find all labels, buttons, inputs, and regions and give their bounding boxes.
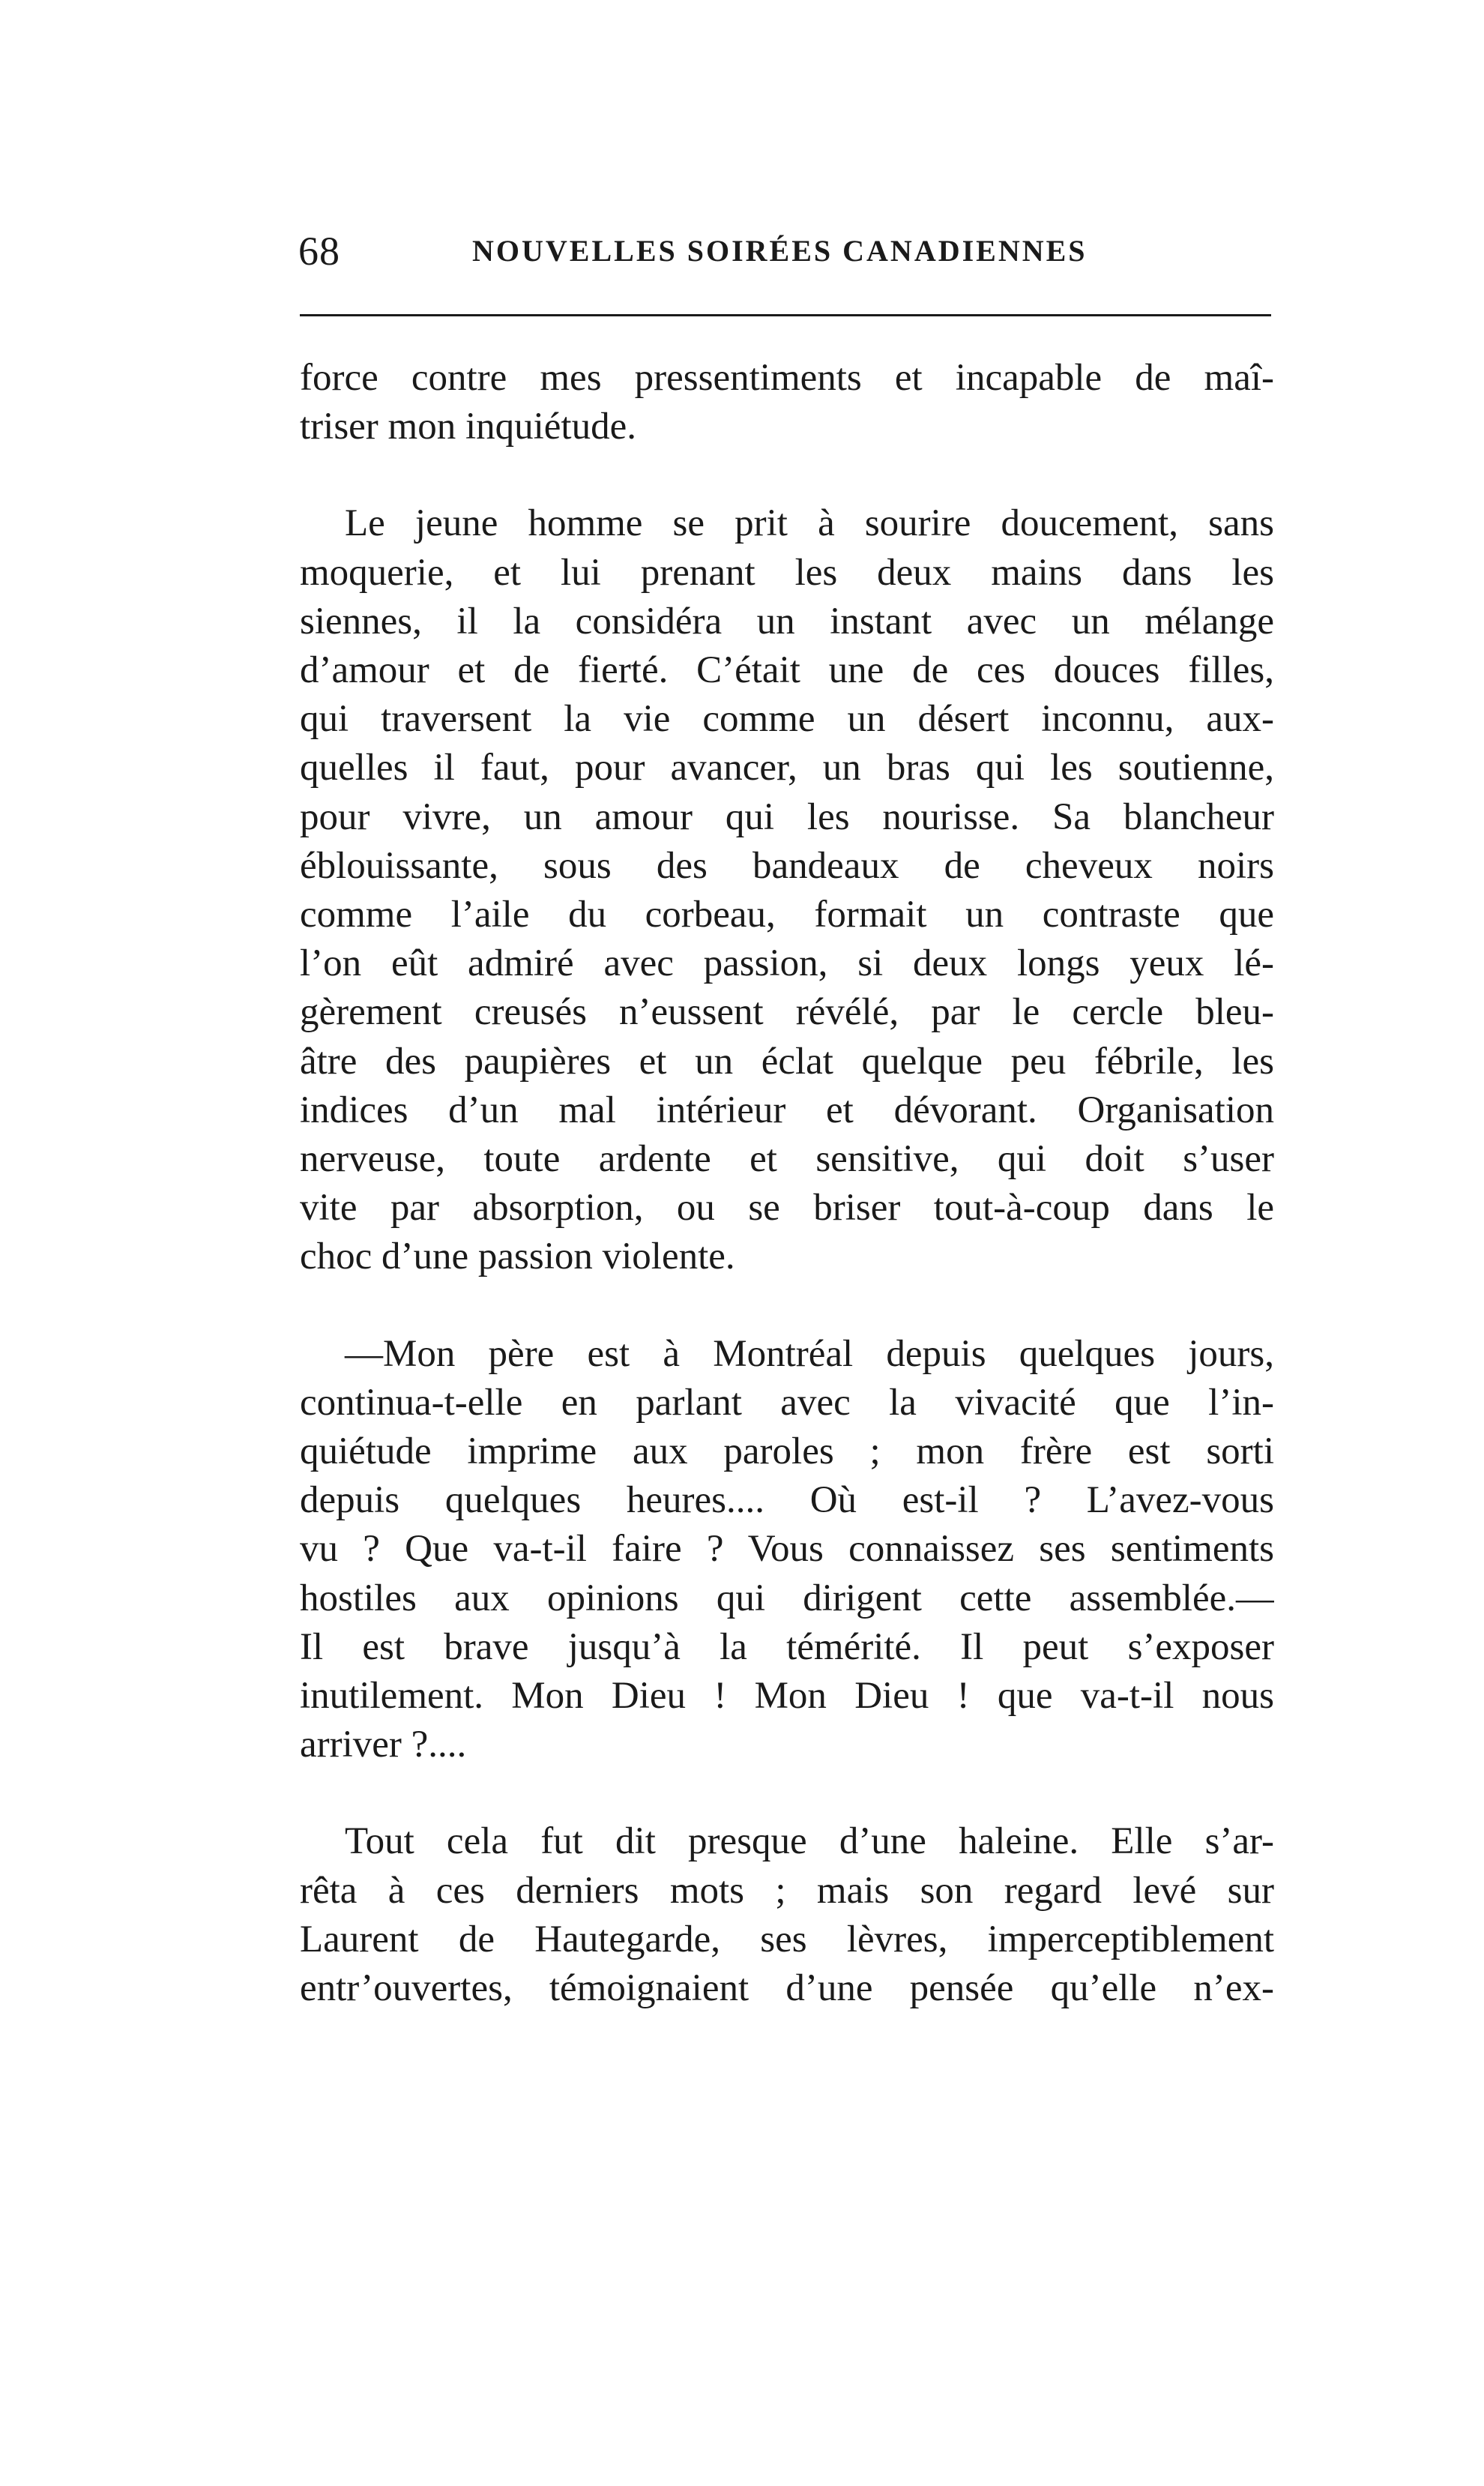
- page-number: 68: [298, 229, 340, 274]
- text-line: Il est brave jusqu’à la témérité. Il peut s’exposer: [300, 1625, 1274, 1668]
- text-line: choc d’une passion violente.: [300, 1236, 735, 1278]
- text-line: rêta à ces derniers mots ; mais son regard levé sur: [300, 1869, 1274, 1912]
- text-line: inutilement. Mon Dieu ! Mon Dieu ! que va-t-il nous: [300, 1675, 1274, 1718]
- text-line: entr’ouvertes, témoignaient d’une pensée qu’elle n’ex-: [300, 1967, 1274, 2010]
- text-line: force contre mes pressentiments et incapable de maî-: [300, 357, 1274, 399]
- text-line: comme l’aile du corbeau, formait un contraste que: [300, 894, 1274, 936]
- body-text: [300, 354, 1274, 2061]
- text-line: moquerie, et lui prenant les deux mains dans les: [300, 551, 1274, 594]
- text-line: d’amour et de fierté. C’était une de ces douces filles,: [300, 649, 1274, 692]
- paragraph-3: [300, 1330, 1274, 1770]
- text-line: qui traversent la vie comme un désert inconnu, aux-: [300, 698, 1274, 741]
- text-line: depuis quelques heures.... Où est-il ? L’avez-vous: [300, 1479, 1274, 1522]
- text-line: hostiles aux opinions qui dirigent cette assemblée.—: [300, 1577, 1274, 1619]
- header-rule: [300, 314, 1271, 316]
- paragraph-4: [300, 1817, 1274, 2013]
- text-line: triser mon inquiétude.: [300, 406, 636, 448]
- text-line: éblouissante, sous des bandeaux de cheveux noirs: [300, 844, 1274, 887]
- running-title: NOUVELLES SOIRÉES CANADIENNES: [472, 234, 1088, 268]
- text-line: l’on eût admiré avec passion, si deux longs yeux lé-: [300, 942, 1274, 985]
- text-line: vite par absorption, ou se briser tout-à-coup dans le: [300, 1187, 1274, 1230]
- text-line: Le jeune homme se prit à sourire doucement, sans: [345, 502, 1274, 545]
- text-line: quelles il faut, pour avancer, un bras qui les soutienne,: [300, 747, 1274, 789]
- text-line: vu ? Que va-t-il faire ? Vous connaissez ses sentiments: [300, 1528, 1274, 1571]
- text-line: continua-t-elle en parlant avec la vivacité que l’in-: [300, 1381, 1274, 1424]
- text-line: gèrement creusés n’eussent révélé, par le cercle bleu-: [300, 991, 1274, 1034]
- page-header: [298, 221, 1273, 281]
- text-line: arriver ?....: [300, 1724, 467, 1766]
- text-line: —Mon père est à Montréal depuis quelques jours,: [345, 1332, 1274, 1375]
- text-line: âtre des paupières et un éclat quelque peu fébrile, les: [300, 1040, 1274, 1083]
- paragraph-2: [300, 499, 1274, 1281]
- text-line: Tout cela fut dit presque d’une haleine. Elle s’ar-: [345, 1820, 1274, 1863]
- text-line: siennes, il la considéra un instant avec un mélange: [300, 600, 1274, 642]
- text-line: pour vivre, un amour qui les nourisse. Sa blancheur: [300, 795, 1274, 838]
- text-line: indices d’un mal intérieur et dévorant. Organisation: [300, 1089, 1274, 1131]
- text-line: quiétude imprime aux paroles ; mon frère est sorti: [300, 1430, 1274, 1473]
- text-line: nerveuse, toute ardente et sensitive, qui doit s’user: [300, 1138, 1274, 1181]
- text-line: Laurent de Hautegarde, ses lèvres, imperceptiblement: [300, 1918, 1274, 1960]
- paragraph-1: [300, 354, 1274, 451]
